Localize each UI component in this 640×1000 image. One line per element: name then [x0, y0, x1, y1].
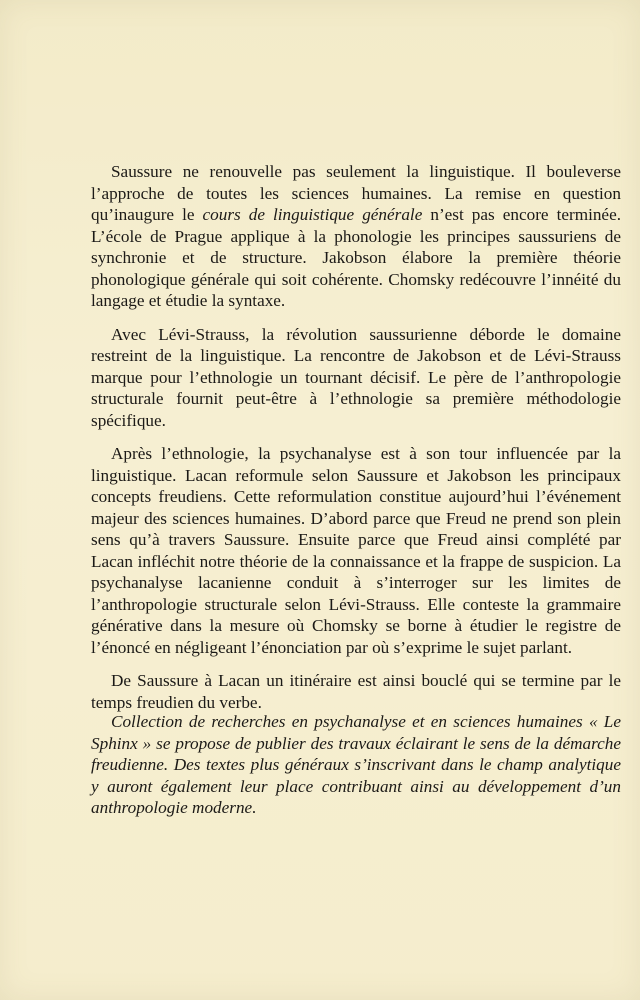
book-title: cours de linguistique générale [202, 205, 423, 224]
paragraph-text: n’est pas encore terminée. L’école de Prague applique à la phonologie les principes saussuriens de synchronie et de structure. Jakobson élabore la première théorie phonologique générale qui soit cohérente. Chomsky redécouvre l’innéité du langage et étudie la syntaxe. [91, 205, 621, 310]
paragraph-saussure [91, 161, 621, 312]
paragraph-conclusion: De Saussure à Lacan un itinéraire est ainsi bouclé qui se termine par le temps freudien du verbe. [91, 671, 621, 712]
paragraph-levi-strauss: Avec Lévi-Strauss, la révolution saussurienne déborde le domaine restreint de la linguistique. La rencontre de Jakobson et de Lévi-Strauss marque pour l’ethnologie un tournant décisif. Le père de l’anthropologie structurale fournit peut-être à l’ethnologie sa première méthodologie spécifique. [91, 324, 621, 430]
collection-note [91, 711, 621, 819]
paragraph-lacan: Après l’ethnologie, la psychanalyse est à son tour influencée par la linguistique. Lacan reformule selon Saussure et Jakobson les principaux concepts freudiens. Cette reformulation constitue aujourd’hui l’événement majeur des sciences humaines. D’abord parce que Freud ne prend son plein sens qu’à travers Saussure. Ensuite parce que Freud ainsi complété par Lacan infléchit notre théorie de la connaissance et la frappe de suspicion. La psychanalyse lacanienne conduit à s’interroger sur les limites de l’anthropologie structurale selon Lévi-Strauss. Elle conteste la grammaire générative dans la mesure où Chomsky se borne à étudier le registre de l’énoncé en négligeant l’énonciation par où s’exprime le sujet parlant. [91, 444, 621, 657]
blurb-text [91, 161, 621, 713]
collection-text: se propose de publier des travaux éclairant le sens de la démarche freudienne. Des textes plus généraux s’inscrivant dans le champ analytique y auront également leur place contribuant ainsi au développement d’un anthropologie moderne. [91, 733, 622, 817]
series-name: « Le Sphinx » [91, 712, 621, 753]
paragraph-text: Saussure ne renouvelle pas seulement la linguistique. Il bouleverse l’approche de toutes les sciences humaines. La remise en question qu’inaugure le [91, 162, 621, 224]
collection-text: Collection de recherches en psychanalyse et en sciences humaines [111, 712, 589, 731]
